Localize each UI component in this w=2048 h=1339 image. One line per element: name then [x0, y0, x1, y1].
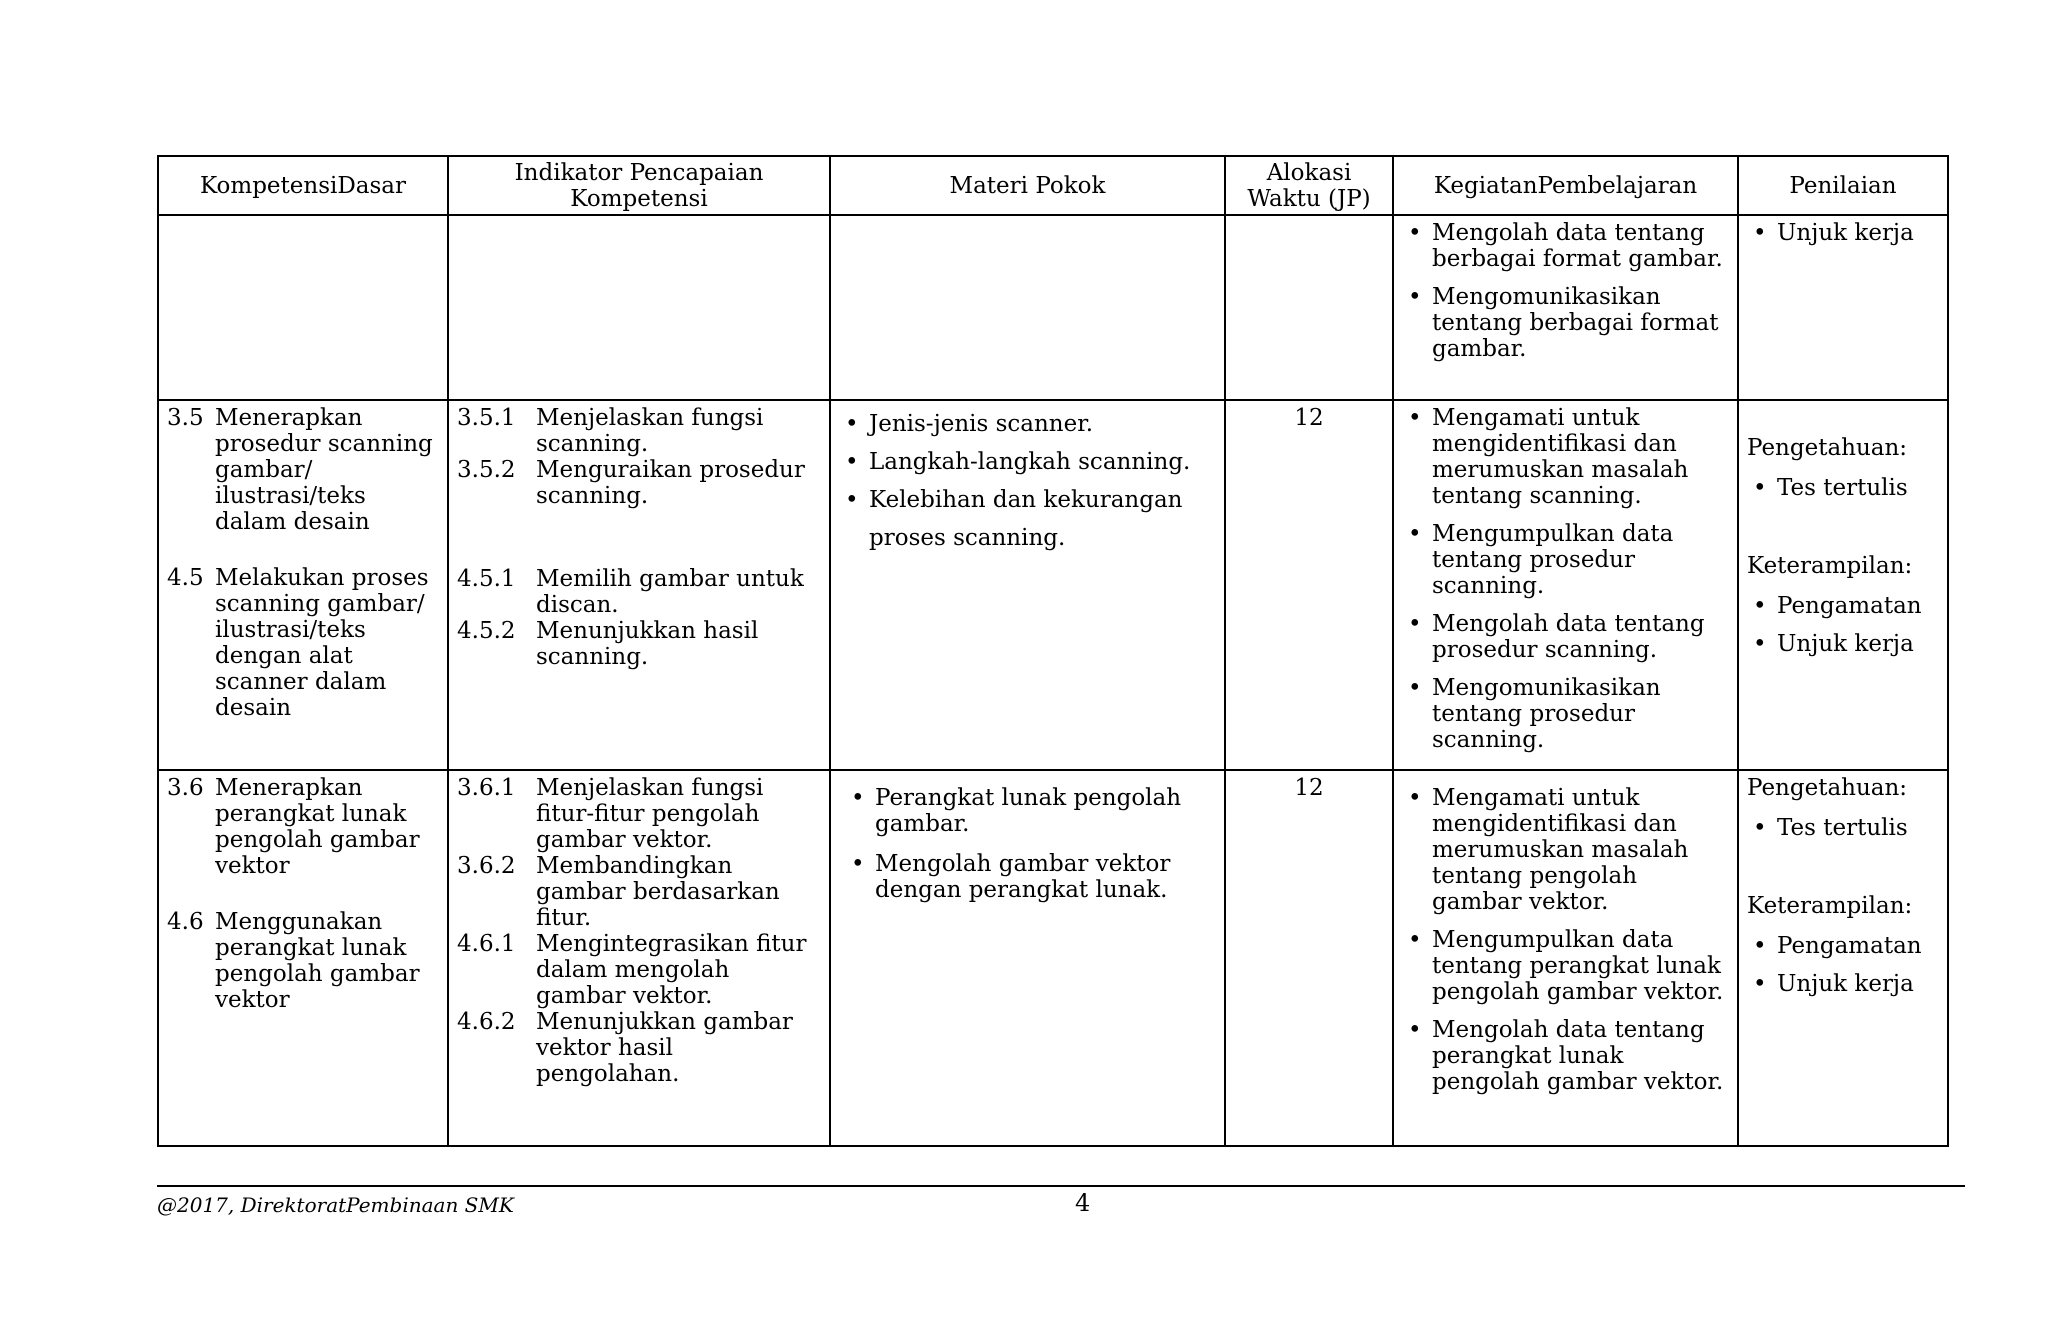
indikator-number: 3.6.2	[457, 853, 516, 879]
footer-divider	[157, 1185, 1965, 1187]
kegiatan-item: • Mengolah data tentang perangkat lunak pengolah gambar vektor.	[1402, 1017, 1729, 1095]
alokasi-cell: 12	[1225, 770, 1393, 1146]
penilaian-item: • Unjuk kerja	[1747, 971, 1939, 997]
indikator-cell	[448, 215, 830, 400]
indikator-item	[457, 931, 821, 1009]
kd-number: 4.6	[167, 909, 204, 935]
indikator-cell	[448, 770, 830, 1146]
indikator-item	[457, 566, 821, 618]
indikator-item	[457, 618, 821, 670]
materi-item: • Perangkat lunak pengolah gambar.	[845, 785, 1216, 837]
materi-cell	[830, 770, 1225, 1146]
indikator-number: 3.6.1	[457, 775, 516, 801]
indikator-text: Menunjukkan hasil scanning.	[536, 618, 759, 670]
indikator-cell	[448, 400, 830, 770]
indikator-text: Mengintegrasikan fitur dalam mengolah gambar vektor.	[536, 931, 807, 1009]
penilaian-cell	[1738, 770, 1948, 1146]
penilaian-pengetahuan-label: Pengetahuan:	[1747, 435, 1908, 461]
penilaian-item: • Tes tertulis	[1747, 815, 1939, 841]
kegiatan-item: • Mengolah data tentang prosedur scanning.	[1402, 611, 1729, 663]
indikator-number: 4.5.2	[457, 618, 516, 644]
indikator-item	[457, 853, 821, 931]
footer-copyright: @2017, DirektoratPembinaan SMK	[157, 1193, 514, 1217]
kd-cell	[158, 400, 448, 770]
materi-item: • Langkah-langkah scanning.	[839, 443, 1216, 481]
indikator-item	[457, 457, 821, 509]
kd-item	[167, 775, 439, 879]
table-row	[158, 770, 1948, 1146]
indikator-number: 3.5.1	[457, 405, 516, 431]
alokasi-cell: 12	[1225, 400, 1393, 770]
header-penilaian: Penilaian	[1738, 156, 1948, 215]
kd-number: 3.5	[167, 405, 204, 431]
kd-item	[167, 565, 439, 721]
header-kompetensi-dasar: KompetensiDasar	[158, 156, 448, 215]
kegiatan-item: • Mengamati untuk mengidentifikasi dan merumuskan masalah tentang pengolah gambar vektor.	[1402, 785, 1729, 915]
kegiatan-cell	[1393, 400, 1738, 770]
materi-item: • Kelebihan dan kekurangan proses scanning.	[839, 481, 1216, 557]
penilaian-cell	[1738, 400, 1948, 770]
header-alokasi-waktu: Alokasi Waktu (JP)	[1225, 156, 1393, 215]
kegiatan-item: • Mengumpulkan data tentang prosedur scanning.	[1402, 521, 1729, 599]
kegiatan-item: • Mengumpulkan data tentang perangkat lunak pengolah gambar vektor.	[1402, 927, 1729, 1005]
penilaian-pengetahuan-label: Pengetahuan:	[1747, 775, 1908, 801]
indikator-text: Menunjukkan gambar vektor hasil pengolahan.	[536, 1009, 793, 1087]
indikator-number: 4.6.1	[457, 931, 516, 957]
header-indikator: Indikator Pencapaian Kompetensi	[448, 156, 830, 215]
kd-item	[167, 909, 439, 1013]
penilaian-keterampilan-label: Keterampilan:	[1747, 553, 1913, 579]
kd-text: Menerapkan prosedur scanning gambar/ ilustrasi/teks dalam desain	[215, 405, 433, 535]
materi-item: • Mengolah gambar vektor dengan perangkat lunak.	[845, 851, 1216, 903]
materi-cell	[830, 215, 1225, 400]
materi-item: • Jenis-jenis scanner.	[839, 405, 1216, 443]
indikator-number: 3.5.2	[457, 457, 516, 483]
header-materi-pokok: Materi Pokok	[830, 156, 1225, 215]
kegiatan-item: • Mengamati untuk mengidentifikasi dan merumuskan masalah tentang scanning.	[1402, 405, 1729, 509]
syllabus-table	[157, 155, 1949, 1147]
penilaian-item: • Unjuk kerja	[1747, 631, 1939, 657]
indikator-text: Membandingkan gambar berdasarkan fitur.	[536, 853, 780, 931]
penilaian-item: • Pengamatan	[1747, 593, 1939, 619]
kd-item	[167, 405, 439, 535]
indikator-number: 4.6.2	[457, 1009, 516, 1035]
table-row	[158, 400, 1948, 770]
penilaian-cell	[1738, 215, 1948, 400]
penilaian-item: • Pengamatan	[1747, 933, 1939, 959]
kegiatan-item: • Mengomunikasikan tentang berbagai format gambar.	[1402, 284, 1729, 362]
kd-number: 4.5	[167, 565, 204, 591]
indikator-text: Menjelaskan fungsi scanning.	[536, 405, 764, 457]
table-row	[158, 215, 1948, 400]
indikator-text: Memilih gambar untuk discan.	[536, 566, 804, 618]
table-header-row	[158, 156, 1948, 215]
kegiatan-item: • Mengolah data tentang berbagai format gambar.	[1402, 220, 1729, 272]
penilaian-keterampilan-label: Keterampilan:	[1747, 893, 1913, 919]
indikator-text: Menguraikan prosedur scanning.	[536, 457, 805, 509]
kd-text: Menggunakan perangkat lunak pengolah gambar vektor	[215, 909, 420, 1013]
penilaian-item: • Unjuk kerja	[1747, 220, 1939, 246]
penilaian-item: • Tes tertulis	[1747, 475, 1939, 501]
indikator-text: Menjelaskan fungsi fitur-fitur pengolah gambar vektor.	[536, 775, 764, 853]
kd-cell	[158, 770, 448, 1146]
alokasi-cell	[1225, 215, 1393, 400]
indikator-item	[457, 1009, 821, 1087]
kd-text: Melakukan proses scanning gambar/ ilustrasi/teks dengan alat scanner dalam desain	[215, 565, 429, 721]
materi-cell	[830, 400, 1225, 770]
kd-number: 3.6	[167, 775, 204, 801]
kegiatan-item: • Mengomunikasikan tentang prosedur scanning.	[1402, 675, 1729, 753]
kd-cell	[158, 215, 448, 400]
kegiatan-cell	[1393, 770, 1738, 1146]
indikator-number: 4.5.1	[457, 566, 516, 592]
kegiatan-cell	[1393, 215, 1738, 400]
header-kegiatan-pembelajaran: KegiatanPembelajaran	[1393, 156, 1738, 215]
indikator-item	[457, 775, 821, 853]
page-number: 4	[1075, 1189, 1091, 1217]
indikator-item	[457, 405, 821, 457]
kd-text: Menerapkan perangkat lunak pengolah gambar vektor	[215, 775, 420, 879]
